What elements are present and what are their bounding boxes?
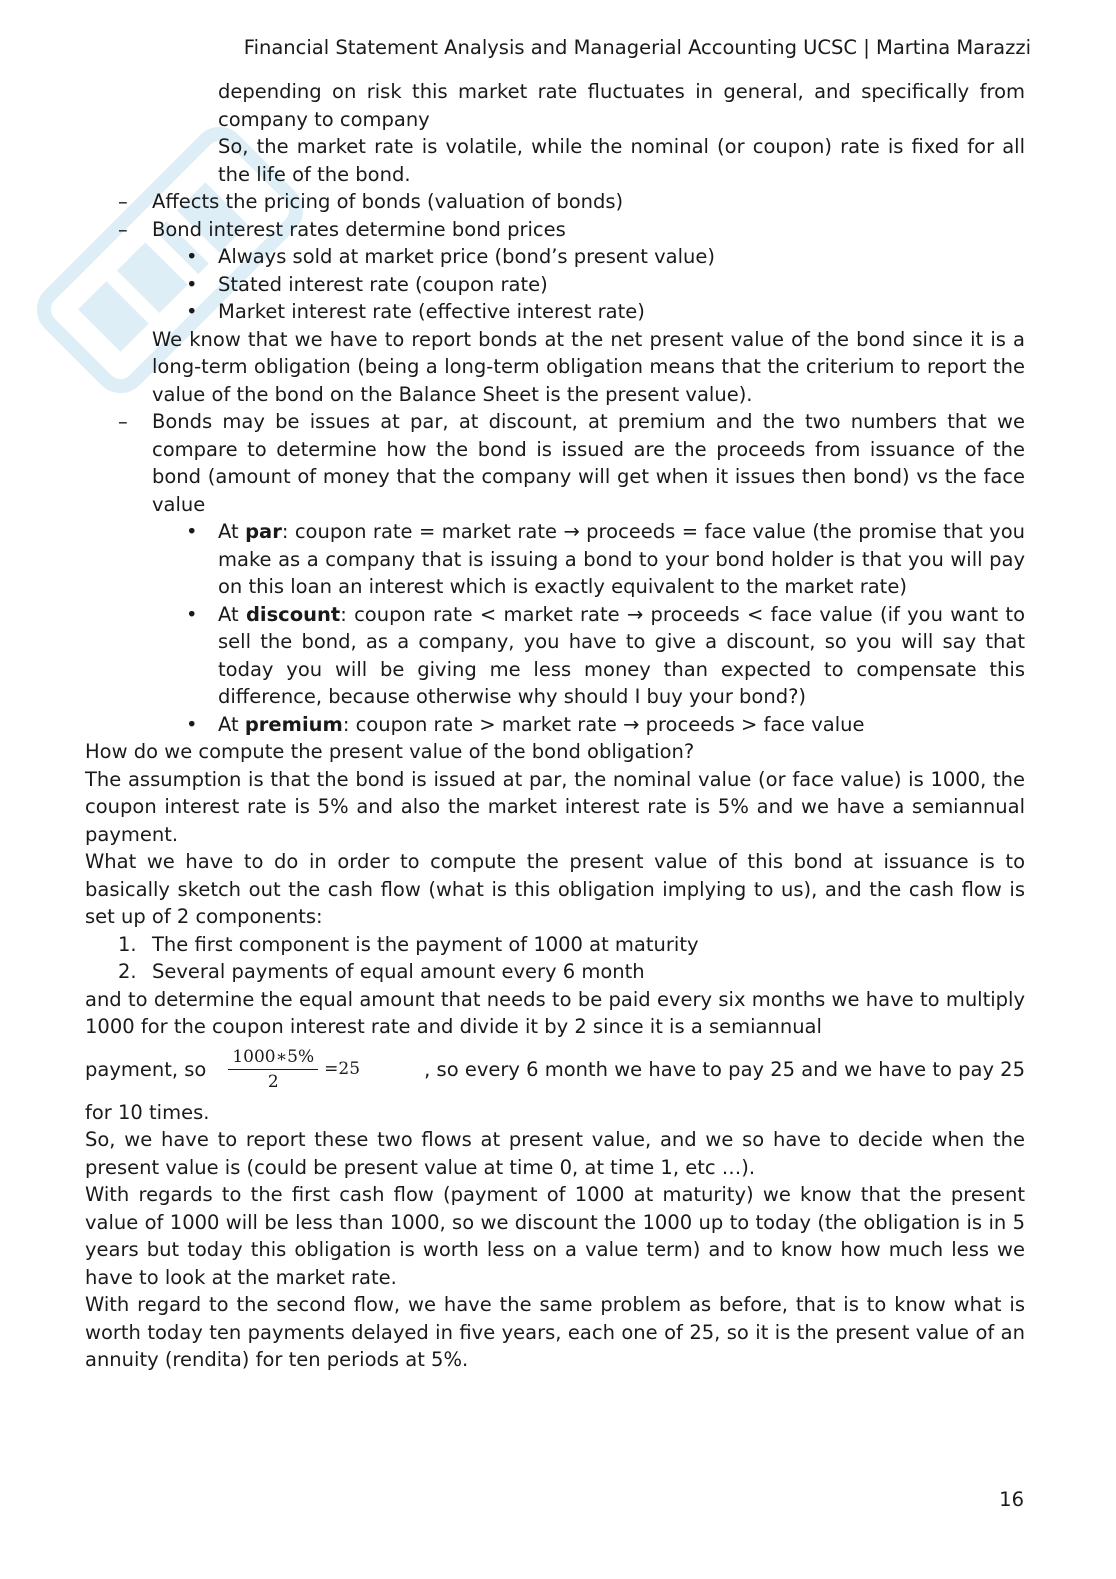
bullet-item-discount bbox=[85, 601, 1025, 711]
text-paragraph: The assumption is that the bond is issued at par, the nominal value (or face value) is 1000, the coupon interest rate is 5% and also the market interest rate is 5% and we have a semiannual payment. bbox=[85, 767, 1025, 846]
page-number: 16 bbox=[999, 1488, 1024, 1511]
text-paragraph: With regards to the first cash flow (payment of 1000 at maturity) we know that the present value of 1000 will be less than 1000, so we discount the 1000 up to today (the obligation is in 5 years but today this obligation is worth less on a value term) and to know how much less we have to look at the market rate. bbox=[85, 1183, 1025, 1289]
text-paragraph: What we have to do in order to compute the present value of this bond at issuance is to basically sketch out the cash flow (what is this obligation implying to us), and the cash flow is set up of 2 components: bbox=[85, 850, 1025, 928]
bullet-item: • Market interest rate (effective interest rate) bbox=[85, 298, 1025, 326]
text-paragraph: and to determine the equal amount that needs to be paid every six months we have to multiply 1000 for the coupon interest rate and divide it by 2 since it is a semiannual bbox=[85, 987, 1025, 1038]
dash-item: – Affects the pricing of bonds (valuation of bonds) bbox=[85, 188, 1025, 216]
page-header: Financial Statement Analysis and Managerial Accounting UCSC | Martina Marazzi bbox=[243, 36, 1031, 59]
text-paragraph: So, we have to report these two flows at present value, and we so have to decide when the present value is (could be present value at time 0, at time 1, etc …). bbox=[85, 1128, 1025, 1179]
bullet-item: • Stated interest rate (coupon rate) bbox=[85, 271, 1025, 299]
page-content bbox=[85, 78, 1025, 1374]
text-line: So, the market rate is volatile, while the nominal (or coupon) rate is fixed for all the life of the bond. bbox=[218, 135, 1025, 186]
text-paragraph: for 10 times. bbox=[85, 1100, 210, 1124]
fraction-numerator: 1000∗5% bbox=[228, 1047, 318, 1070]
bullet-item-premium bbox=[85, 711, 1025, 739]
formula-line bbox=[85, 1041, 1025, 1099]
text-paragraph: With regard to the second flow, we have the same problem as before, that is to know what is worth today ten payments delayed in five years, each one of 25, so it is the present value of an annuity (rendita) for ten periods at 5%. bbox=[85, 1293, 1025, 1371]
bold-term: premium bbox=[244, 712, 343, 736]
fraction-denominator: 2 bbox=[267, 1072, 279, 1092]
text-paragraph: We know that we have to report bonds at the net present value of the bond since it is a long-term obligation (being a long-term obligation means that the criterium to report the value of the bond on the Balance Sheet is the present value). bbox=[152, 327, 1025, 406]
numbered-item bbox=[85, 931, 1025, 959]
bold-term: discount bbox=[245, 602, 341, 626]
formula-lead-text: payment, so bbox=[85, 1057, 207, 1081]
numbered-item bbox=[85, 958, 1025, 986]
text-paragraph: How do we compute the present value of the bond obligation? bbox=[85, 740, 695, 763]
text-line: depending on risk this market rate fluctuates in general, and specifically from company to company bbox=[218, 80, 1025, 131]
item-text: The first component is the payment of 1000 at maturity bbox=[152, 932, 699, 956]
dash-item: – Bond interest rates determine bond prices bbox=[85, 216, 1025, 244]
item-number: 1. bbox=[118, 932, 137, 956]
fraction bbox=[228, 1047, 318, 1092]
formula-trail-text: , so every 6 month we have to pay 25 and we have to pay 25 bbox=[424, 1057, 1025, 1081]
bullet-text: : coupon rate > market rate → proceeds > face value bbox=[342, 712, 865, 736]
bullet-prefix: At bbox=[218, 520, 246, 543]
bullet-item-par bbox=[85, 518, 1025, 601]
bullet-item: • Always sold at market price (bond’s present value) bbox=[85, 243, 1025, 271]
bullet-text: : coupon rate < market rate → proceeds < face value (if you want to sell the bond, as a company, you have to give a discount, so you will say that today you will be giving me less money than expected to compensate this difference, because otherwise why should I buy your bond?) bbox=[218, 602, 1026, 708]
item-text: Several payments of equal amount every 6 month bbox=[152, 960, 645, 983]
bullet-prefix: At bbox=[218, 712, 245, 736]
bullet-prefix: At bbox=[218, 602, 246, 626]
dash-item: – Bonds may be issues at par, at discount, at premium and the two numbers that we compare to determine how the bond is issued are the proceeds from issuance of the bond (amount of money that the company will get when it issues then bond) vs the face value bbox=[85, 408, 1025, 518]
bold-term: par bbox=[245, 520, 282, 543]
bullet-text: : coupon rate = market rate → proceeds = face value (the promise that you make as a company that is issuing a bond to your bond holder is that you will pay on this loan an interest which is exactly equivalent to the market rate) bbox=[218, 520, 1025, 598]
item-number: 2. bbox=[118, 960, 137, 983]
formula-result: =25 bbox=[324, 1058, 361, 1079]
